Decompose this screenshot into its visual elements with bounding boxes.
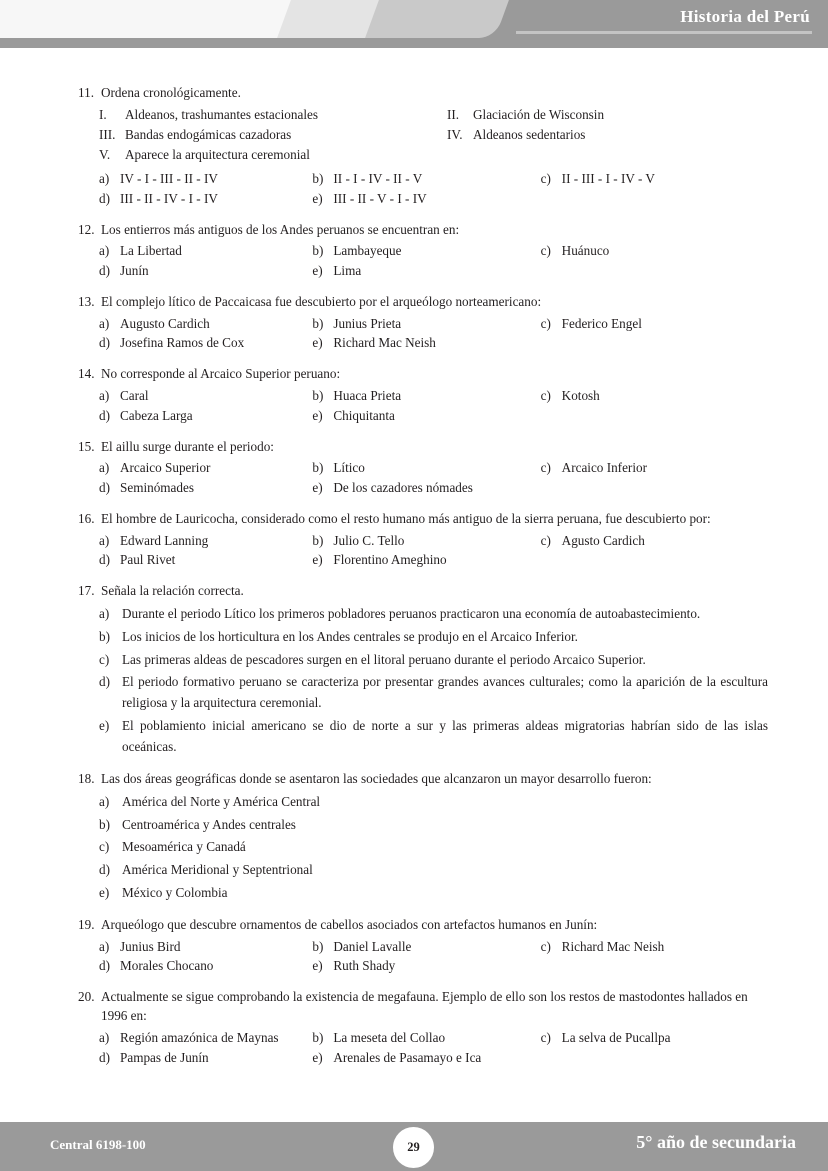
option-text: Junius Bird: [120, 938, 181, 954]
option-text: Lambayeque: [333, 243, 402, 259]
answer-option[interactable]: [78, 169, 312, 189]
option-text: El poblamiento inicial americano se dio de norte a sur y las primeras aldeas migratorias habrían sido de las islas oceánicas.: [122, 718, 768, 755]
option-letter: c): [540, 170, 551, 186]
option-letter: d): [99, 862, 110, 878]
option-letter: c): [540, 532, 551, 548]
answer-option: [541, 406, 770, 426]
option-row: [78, 386, 770, 406]
question-number: 12.: [78, 221, 95, 237]
header-underline-rule: [516, 31, 812, 34]
answer-option[interactable]: [312, 314, 540, 334]
question-item: [78, 84, 770, 209]
option-text: Josefina Ramos de Cox: [120, 335, 245, 351]
question-number: 13.: [78, 293, 95, 309]
question-stem: [78, 84, 770, 103]
option-letter: e): [312, 958, 323, 974]
option-row: [78, 333, 770, 353]
roman-statement-text: Glaciación de Wisconsin: [473, 106, 605, 122]
question-stem: [78, 293, 770, 312]
header-title: Historia del Perú: [680, 7, 810, 26]
answer-option[interactable]: [78, 627, 770, 648]
answer-option[interactable]: [312, 169, 540, 189]
answer-option[interactable]: [312, 478, 540, 498]
question-item: [78, 293, 770, 353]
option-text: Federico Engel: [561, 315, 642, 331]
question-text: El complejo lítico de Paccaicasa fue descubierto por el arqueólogo norteamericano:: [101, 293, 542, 309]
option-text: Agusto Cardich: [561, 532, 645, 548]
option-letter: b): [312, 460, 324, 476]
option-list: [78, 458, 770, 498]
answer-option[interactable]: [312, 241, 540, 261]
answer-option[interactable]: [78, 716, 770, 758]
option-text: Richard Mac Neish: [333, 335, 436, 351]
question-item: [78, 510, 770, 570]
option-text: El periodo formativo peruano se caracteriza por presentar grandes avances culturales; como la aparición de la escultura religiosa y la arquitectura ceremonial.: [122, 674, 768, 711]
answer-option[interactable]: [78, 406, 312, 426]
option-letter: d): [99, 674, 110, 690]
option-text: Cabeza Larga: [120, 407, 193, 423]
option-row: [78, 314, 770, 334]
answer-option[interactable]: [312, 550, 540, 570]
option-text: América del Norte y América Central: [122, 793, 321, 809]
roman-statement-text: Bandas endogámicas cazadoras: [125, 126, 292, 142]
option-text: Lítico: [333, 460, 365, 476]
option-letter: a): [99, 315, 110, 331]
option-text: Augusto Cardich: [120, 315, 210, 331]
option-letter: e): [312, 335, 323, 351]
option-letter: b): [312, 1029, 324, 1045]
roman-statement-text: Aldeanos, trashumantes estacionales: [125, 106, 318, 122]
answer-option: [541, 550, 770, 570]
roman-statement-label: III.: [99, 126, 116, 142]
answer-option[interactable]: [78, 792, 770, 813]
answer-option[interactable]: [78, 815, 770, 836]
question-number: 20.: [78, 989, 95, 1005]
answer-option[interactable]: [312, 1028, 540, 1048]
option-text: Morales Chocano: [120, 958, 214, 974]
option-list: [78, 169, 770, 209]
answer-option[interactable]: [78, 1028, 312, 1048]
option-list: [78, 937, 770, 977]
question-stem: [78, 365, 770, 384]
answer-option: [541, 1048, 770, 1068]
option-letter: c): [540, 938, 551, 954]
question-text: No corresponde al Arcaico Superior peruano:: [101, 366, 341, 382]
option-row: [78, 241, 770, 261]
option-letter: c): [99, 651, 110, 667]
question-stem: [78, 582, 770, 601]
option-list: [78, 531, 770, 571]
option-list: [78, 792, 770, 904]
option-text: Lima: [333, 263, 362, 279]
option-text: Arcaico Superior: [120, 460, 211, 476]
answer-option[interactable]: [78, 314, 312, 334]
roman-statement-label: I.: [99, 106, 107, 122]
answer-option[interactable]: [78, 261, 312, 281]
roman-statement-text: Aldeanos sedentarios: [473, 126, 586, 142]
answer-option[interactable]: [312, 406, 540, 426]
option-text: Daniel Lavalle: [333, 938, 412, 954]
option-text: Región amazónica de Maynas: [120, 1029, 279, 1045]
option-text: América Meridional y Septentrional: [122, 862, 313, 878]
option-letter: a): [99, 170, 110, 186]
option-text: Arenales de Pasamayo e Ica: [333, 1049, 482, 1065]
option-text: México y Colombia: [122, 885, 228, 901]
answer-option: [541, 478, 770, 498]
option-text: Chiquitanta: [333, 407, 395, 423]
answer-option[interactable]: [78, 837, 770, 858]
option-letter: a): [99, 532, 110, 548]
question-text: El aillu surge durante el periodo:: [101, 438, 274, 454]
option-list: [78, 241, 770, 281]
option-row: [78, 550, 770, 570]
option-letter: a): [99, 938, 110, 954]
answer-option[interactable]: [78, 458, 312, 478]
question-text: Arqueólogo que descubre ornamentos de cabellos asociados con artefactos humanos en Junín:: [101, 916, 598, 932]
answer-option[interactable]: [78, 650, 770, 671]
question-text: Los entierros más antiguos de los Andes peruanos se encuentran en:: [101, 221, 460, 237]
answer-option[interactable]: [541, 531, 770, 551]
option-list: [78, 386, 770, 426]
header-band-medium: [365, 0, 509, 38]
option-letter: b): [312, 387, 324, 403]
option-letter: b): [99, 816, 110, 832]
option-text: II - III - I - IV - V: [561, 170, 655, 186]
roman-statement-row: [78, 105, 770, 125]
question-text: Actualmente se sigue comprobando la existencia de megafauna. Ejemplo de ello son los restos de mastodontes hallados en 1996 en:: [101, 989, 748, 1023]
option-row: [78, 956, 770, 976]
option-text: La meseta del Collao: [333, 1029, 446, 1045]
option-text: Las primeras aldeas de pescadores surgen en el litoral peruano durante el periodo Arcaico Superior.: [122, 651, 646, 667]
option-text: La Libertad: [120, 243, 182, 259]
option-letter: b): [312, 938, 324, 954]
option-letter: a): [99, 605, 110, 621]
option-row: [78, 531, 770, 551]
option-letter: e): [312, 552, 323, 568]
question-number: 17.: [78, 583, 95, 599]
roman-statement-row: [78, 145, 770, 165]
option-letter: c): [540, 243, 551, 259]
option-letter: c): [540, 315, 551, 331]
question-item: [78, 221, 770, 281]
question-item: [78, 438, 770, 498]
answer-option[interactable]: [312, 189, 540, 209]
header-band-white: [0, 0, 317, 38]
option-text: II - I - IV - II - V: [333, 170, 423, 186]
question-number: 15.: [78, 438, 95, 454]
answer-option[interactable]: [312, 937, 540, 957]
question-number: 14.: [78, 366, 95, 382]
question-list: [0, 48, 828, 1122]
answer-option[interactable]: [78, 956, 312, 976]
answer-option: [541, 956, 770, 976]
answer-option[interactable]: [78, 478, 312, 498]
answer-option[interactable]: [541, 169, 770, 189]
option-text: Durante el periodo Lítico los primeros pobladores peruanos practicaron una economía de autoabastecimiento.: [122, 605, 701, 621]
option-list: [78, 314, 770, 354]
question-text: Ordena cronológicamente.: [101, 85, 241, 100]
option-letter: e): [99, 718, 110, 734]
option-letter: e): [312, 480, 323, 496]
option-letter: c): [540, 387, 551, 403]
option-text: Huánuco: [561, 243, 610, 259]
option-text: III - II - IV - I - IV: [120, 190, 218, 206]
answer-option: [541, 189, 770, 209]
option-letter: d): [99, 480, 110, 496]
roman-statement: [426, 145, 766, 165]
option-letter: a): [99, 460, 110, 476]
option-row: [78, 1048, 770, 1068]
question-item: [78, 365, 770, 425]
option-letter: d): [99, 407, 110, 423]
page-number-badge: 29: [393, 1127, 434, 1168]
question-stem: [78, 770, 770, 789]
option-text: III - II - V - I - IV: [333, 190, 427, 206]
question-text: Las dos áreas geográficas donde se asentaron las sociedades que alcanzaron un mayor desarrollo fueron:: [101, 770, 652, 786]
roman-statement-label: II.: [447, 106, 460, 122]
answer-option[interactable]: [78, 1048, 312, 1068]
option-letter: e): [99, 885, 110, 901]
roman-statement: [78, 125, 426, 145]
option-letter: d): [99, 1049, 110, 1065]
option-row: [78, 169, 770, 189]
option-letter: d): [99, 552, 110, 568]
option-letter: b): [99, 628, 110, 644]
question-stem: [78, 916, 770, 935]
option-text: Ruth Shady: [333, 958, 396, 974]
option-row: [78, 189, 770, 209]
option-letter: c): [540, 1029, 551, 1045]
roman-statement-row: [78, 125, 770, 145]
option-letter: a): [99, 1029, 110, 1045]
option-letter: d): [99, 190, 110, 206]
answer-option[interactable]: [312, 261, 540, 281]
option-text: Kotosh: [561, 387, 600, 403]
question-item: [78, 582, 770, 758]
answer-option[interactable]: [541, 241, 770, 261]
question-stem: [78, 438, 770, 457]
answer-option[interactable]: [312, 333, 540, 353]
option-letter: b): [312, 243, 324, 259]
option-letter: a): [99, 387, 110, 403]
footer-grade-label: 5° año de secundaria: [636, 1132, 796, 1152]
answer-option[interactable]: [541, 458, 770, 478]
question-stem: [78, 510, 770, 529]
question-item: [78, 988, 770, 1067]
answer-option[interactable]: [78, 883, 770, 904]
option-letter: e): [312, 407, 323, 423]
option-row: [78, 937, 770, 957]
option-letter: b): [312, 532, 324, 548]
roman-statement: [426, 105, 766, 125]
answer-option[interactable]: [312, 1048, 540, 1068]
footer-contact-label: Central 6198-100: [50, 1137, 146, 1152]
option-text: Pampas de Junín: [120, 1049, 209, 1065]
answer-option[interactable]: [312, 956, 540, 976]
answer-option: [541, 333, 770, 353]
roman-statement-list: [78, 105, 770, 165]
answer-option[interactable]: [78, 189, 312, 209]
question-text: El hombre de Lauricocha, considerado como el resto humano más antiguo de la sierra peruana, fue descubierto por:: [101, 510, 711, 526]
answer-option: [541, 261, 770, 281]
option-letter: e): [312, 263, 323, 279]
option-letter: a): [99, 243, 110, 259]
answer-option[interactable]: [541, 1028, 770, 1048]
option-letter: d): [99, 263, 110, 279]
option-text: Richard Mac Neish: [561, 938, 665, 954]
option-text: Florentino Ameghino: [333, 552, 447, 568]
option-letter: e): [312, 1049, 323, 1065]
answer-option[interactable]: [312, 458, 540, 478]
option-text: La selva de Pucallpa: [561, 1029, 671, 1045]
option-row: [78, 478, 770, 498]
option-row: [78, 406, 770, 426]
option-list: [78, 1028, 770, 1068]
option-text: Caral: [120, 387, 149, 403]
option-letter: b): [312, 170, 324, 186]
answer-option[interactable]: [312, 531, 540, 551]
answer-option[interactable]: [541, 937, 770, 957]
option-letter: d): [99, 335, 110, 351]
option-letter: c): [540, 460, 551, 476]
question-stem: [78, 221, 770, 240]
roman-statement: [78, 145, 426, 165]
option-text: Centroamérica y Andes centrales: [122, 816, 296, 832]
question-number: 18.: [78, 770, 95, 786]
answer-option[interactable]: [78, 386, 312, 406]
answer-option[interactable]: [541, 386, 770, 406]
option-text: Junín: [120, 263, 149, 279]
question-text: Señala la relación correcta.: [101, 583, 244, 599]
option-letter: b): [312, 315, 324, 331]
option-text: Los inicios de los horticultura en los Andes centrales se produjo en el Arcaico Inferior.: [122, 628, 578, 644]
answer-option[interactable]: [541, 314, 770, 334]
header-bottom-bar: [0, 38, 828, 48]
option-letter: e): [312, 190, 323, 206]
question-item: [78, 916, 770, 976]
option-row: [78, 1028, 770, 1048]
question-number: 11.: [78, 85, 94, 100]
question-number: 19.: [78, 916, 95, 932]
option-row: [78, 458, 770, 478]
option-text: Julio C. Tello: [333, 532, 405, 548]
answer-option[interactable]: [312, 386, 540, 406]
option-text: Mesoamérica y Canadá: [122, 839, 246, 855]
roman-statement: [78, 105, 426, 125]
roman-statement-label: V.: [99, 146, 111, 162]
answer-option[interactable]: [78, 860, 770, 881]
answer-option[interactable]: [78, 333, 312, 353]
option-text: Seminómades: [120, 480, 194, 496]
page-header: [0, 0, 828, 48]
option-row: [78, 261, 770, 281]
question-item: [78, 770, 770, 904]
option-list: [78, 604, 770, 758]
roman-statement-text: Aparece la arquitectura ceremonial: [125, 146, 310, 162]
option-text: Edward Lanning: [120, 532, 209, 548]
answer-option[interactable]: [78, 241, 312, 261]
answer-option[interactable]: [78, 550, 312, 570]
option-letter: d): [99, 958, 110, 974]
option-text: IV - I - III - II - IV: [120, 170, 218, 186]
answer-option[interactable]: [78, 937, 312, 957]
option-text: Junius Prieta: [333, 315, 402, 331]
option-letter: c): [99, 839, 110, 855]
option-letter: a): [99, 793, 110, 809]
answer-option[interactable]: [78, 604, 770, 625]
roman-statement-label: IV.: [447, 126, 463, 142]
option-text: Arcaico Inferior: [561, 460, 647, 476]
answer-option[interactable]: [78, 531, 312, 551]
question-number: 16.: [78, 510, 95, 526]
option-text: Paul Rivet: [120, 552, 176, 568]
option-text: De los cazadores nómades: [333, 480, 473, 496]
roman-statement: [426, 125, 766, 145]
question-stem: [78, 988, 770, 1025]
option-text: Huaca Prieta: [333, 387, 402, 403]
answer-option[interactable]: [78, 672, 770, 714]
